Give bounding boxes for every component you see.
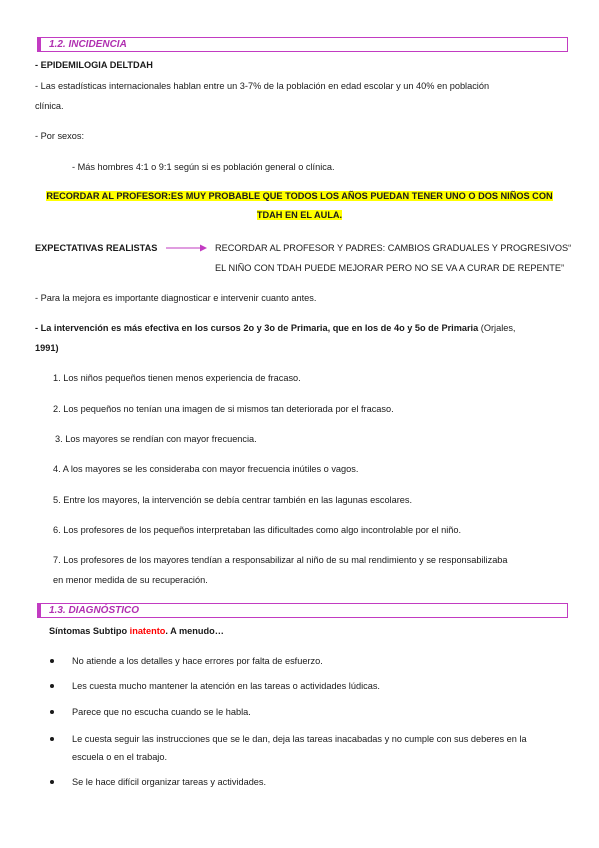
bullet-icon xyxy=(50,780,54,784)
bullet-item: Les cuesta mucho mantener la atención en las tareas o actividades lúdicas. xyxy=(72,681,380,691)
sintomas-suffix: . A menudo… xyxy=(165,626,224,636)
bullet-icon xyxy=(50,710,54,714)
list-item: 4. A los mayores se les consideraba con mayor frecuencia inútiles o vagos. xyxy=(53,464,359,474)
stats-line-1: - Las estadísticas internacionales hablan entre un 3-7% de la población en edad escolar y un 40% en población xyxy=(35,81,490,91)
bullet-item-continuation: escuela o en el trabajo. xyxy=(72,752,168,762)
list-item-continuation: en menor medida de su recuperación. xyxy=(53,575,208,585)
list-item: 7. Los profesores de los mayores tendían a responsabilizar al niño de su mal rendimiento y se responsabilizaba xyxy=(53,555,508,565)
section-header-diagnostico xyxy=(37,603,568,618)
bullet-item: No atiende a los detalles y hace errores por falta de esfuerzo. xyxy=(72,656,323,666)
expectativas-line-2: EL NIÑO CON TDAH PUEDE MEJORAR PERO NO SE VA A CURAR DE REPENTE” xyxy=(215,263,565,273)
highlight-line-1 xyxy=(0,190,599,202)
sintomas-heading xyxy=(49,625,224,637)
bullet-icon xyxy=(50,659,54,663)
bullet-icon xyxy=(50,737,54,741)
list-item: 1. Los niños pequeños tienen menos experiencia de fracaso. xyxy=(53,373,301,383)
highlight-text-1: RECORDAR AL PROFESOR:ES MUY PROBABLE QUE TODOS LOS AÑOS PUEDAN TENER UNO O DOS NIÑOS CON xyxy=(46,191,553,201)
bullet-icon xyxy=(50,684,54,688)
epidemiologia-heading: - EPIDEMILOGIA DELTDAH xyxy=(35,60,153,70)
bullet-item: Se le hace difícil organizar tareas y actividades. xyxy=(72,777,267,787)
expectativas-line-1: RECORDAR AL PROFESOR Y PADRES: CAMBIOS GRADUALES Y PROGRESIVOS“ xyxy=(215,243,572,253)
arrow-right-icon xyxy=(166,243,208,253)
sex-label: - Por sexos: xyxy=(35,131,85,141)
sex-detail: - Más hombres 4:1 o 9:1 según si es población general o clínica. xyxy=(72,162,335,172)
highlight-text-2: TDAH EN EL AULA. xyxy=(256,210,343,220)
expectativas-label: EXPECTATIVAS REALISTAS xyxy=(35,243,158,253)
section-title: 1.2. INCIDENCIA xyxy=(49,39,127,50)
list-item: 3. Los mayores se rendían con mayor frecuencia. xyxy=(55,434,257,444)
mejora-text: - Para la mejora es importante diagnosticar e intervenir cuanto antes. xyxy=(35,293,317,303)
list-item: 2. Los pequeños no tenían una imagen de si mismos tan deteriorada por el fracaso. xyxy=(53,404,394,414)
intervencion-citation: (Orjales, xyxy=(478,323,516,333)
intervencion-line-1 xyxy=(35,322,516,334)
intervencion-bold: - La intervención es más efectiva en los cursos 2o y 3o de Primaria, que en los de 4o y 5o de Primaria xyxy=(35,323,479,333)
sintomas-prefix: Síntomas Subtipo xyxy=(49,626,130,636)
sintomas-subtype: inatento xyxy=(129,626,166,636)
intervencion-line-2: 1991) xyxy=(35,343,59,353)
section-header-incidencia xyxy=(37,37,568,52)
bullet-item: Parece que no escucha cuando se le habla. xyxy=(72,707,251,717)
stats-line-2: clínica. xyxy=(35,101,64,111)
list-item: 5. Entre los mayores, la intervención se debía centrar también en las lagunas escolares. xyxy=(53,495,413,505)
bullet-item: Le cuesta seguir las instrucciones que se le dan, deja las tareas inacabadas y no cumple con sus deberes en la xyxy=(72,734,527,744)
list-item: 6. Los profesores de los pequeños interpretaban las dificultades como algo incontrolable por el niño. xyxy=(53,525,462,535)
section-title: 1.3. DIAGNÓSTICO xyxy=(49,605,140,616)
highlight-line-2 xyxy=(0,209,599,221)
